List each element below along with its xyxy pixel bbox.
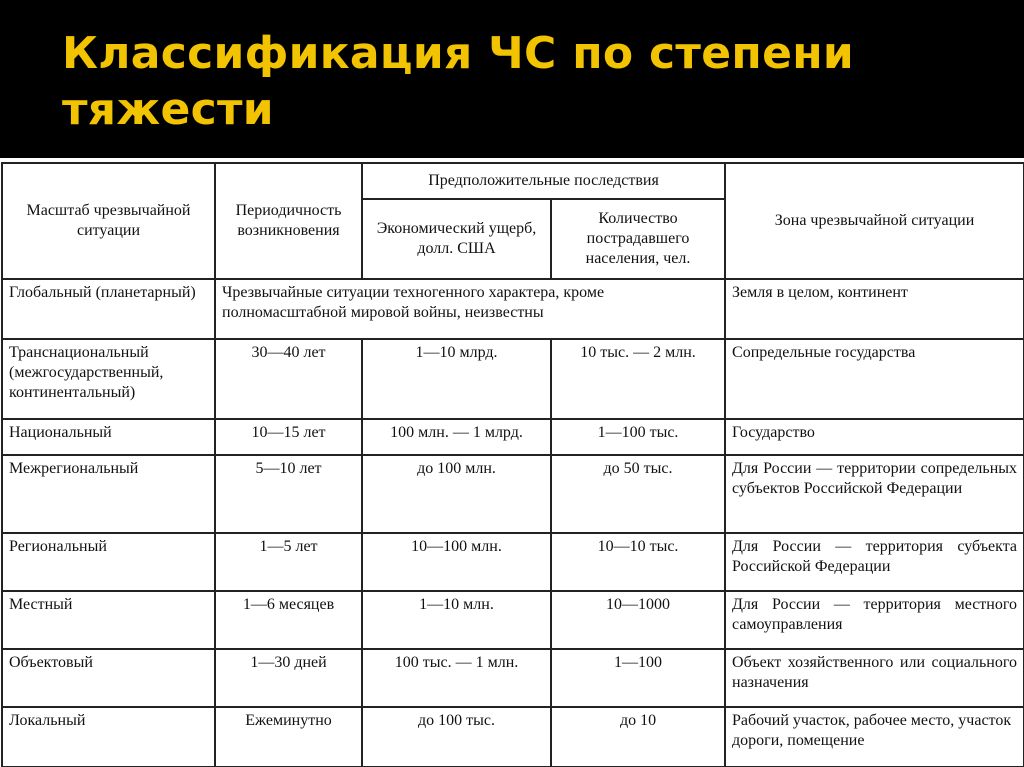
cell-frequency: 30—40 лет — [215, 339, 362, 419]
cell-scale: Региональный — [2, 533, 215, 591]
cell-zone: Рабочий участок, рабочее место, участок дороги, помещение — [725, 707, 1024, 767]
header-zone: Зона чрезвычайной ситуации — [725, 163, 1024, 279]
cell-victims: 10—10 тыс. — [551, 533, 725, 591]
table-row — [2, 279, 1024, 339]
cell-victims: 10—1000 — [551, 591, 725, 649]
cell-frequency: 1—30 дней — [215, 649, 362, 707]
header-damage: Экономический ущерб, долл. США — [362, 199, 551, 279]
table-row — [2, 533, 1024, 591]
classification-table — [1, 162, 1024, 767]
cell-zone: Для России — территория местного самоуправления — [725, 591, 1024, 649]
cell-scale: Объектовый — [2, 649, 215, 707]
cell-damage: 1—10 млрд. — [362, 339, 551, 419]
cell-damage: 1—10 млн. — [362, 591, 551, 649]
cell-frequency: 1—5 лет — [215, 533, 362, 591]
cell-victims: 1—100 — [551, 649, 725, 707]
table-row — [2, 339, 1024, 419]
cell-scale: Межрегиональный — [2, 455, 215, 533]
slide-title: Классификация ЧС по степени тяжести — [62, 28, 855, 135]
header-scale: Масштаб чрезвычайной ситуации — [2, 163, 215, 279]
cell-damage: до 100 тыс. — [362, 707, 551, 767]
cell-scale: Национальный — [2, 419, 215, 455]
cell-frequency: 5—10 лет — [215, 455, 362, 533]
header-frequency: Периодичность возникновения — [215, 163, 362, 279]
cell-damage: 100 млн. — 1 млрд. — [362, 419, 551, 455]
cell-scale: Транснациональный (межгосударственный, континентальный) — [2, 339, 215, 419]
cell-zone: Для России — территория субъекта Российской Федерации — [725, 533, 1024, 591]
table-row — [2, 591, 1024, 649]
cell-scale: Локальный — [2, 707, 215, 767]
cell-frequency: 10—15 лет — [215, 419, 362, 455]
cell-zone: Сопредельные государства — [725, 339, 1024, 419]
cell-victims: 10 тыс. — 2 млн. — [551, 339, 725, 419]
cell-damage: до 100 млн. — [362, 455, 551, 533]
cell-zone: Государство — [725, 419, 1024, 455]
cell-victims: 1—100 тыс. — [551, 419, 725, 455]
header-consequences: Предположительные последствия — [362, 163, 725, 199]
cell-scale: Глобальный (планетарный) — [2, 279, 215, 339]
cell-scale: Местный — [2, 591, 215, 649]
cell-zone: Земля в целом, континент — [725, 279, 1024, 339]
cell-victims: до 50 тыс. — [551, 455, 725, 533]
table-panel — [0, 158, 1024, 767]
table-row — [2, 707, 1024, 767]
cell-frequency: 1—6 месяцев — [215, 591, 362, 649]
table-row — [2, 419, 1024, 455]
cell-damage: 10—100 млн. — [362, 533, 551, 591]
header-victims: Количество пострадавшего населения, чел. — [551, 199, 725, 279]
cell-zone: Объект хозяйственного или социального назначения — [725, 649, 1024, 707]
cell-victims: до 10 — [551, 707, 725, 767]
cell-damage: 100 тыс. — 1 млн. — [362, 649, 551, 707]
cell-merged-note: Чрезвычайные ситуации техногенного характера, кроме полномасштабной мировой войны, неизвестны — [215, 279, 725, 339]
table-row — [2, 455, 1024, 533]
cell-zone: Для России — территории сопредельных субъектов Российской Федерации — [725, 455, 1024, 533]
cell-frequency: Ежеминутно — [215, 707, 362, 767]
header-row — [2, 163, 1024, 199]
table-row — [2, 649, 1024, 707]
